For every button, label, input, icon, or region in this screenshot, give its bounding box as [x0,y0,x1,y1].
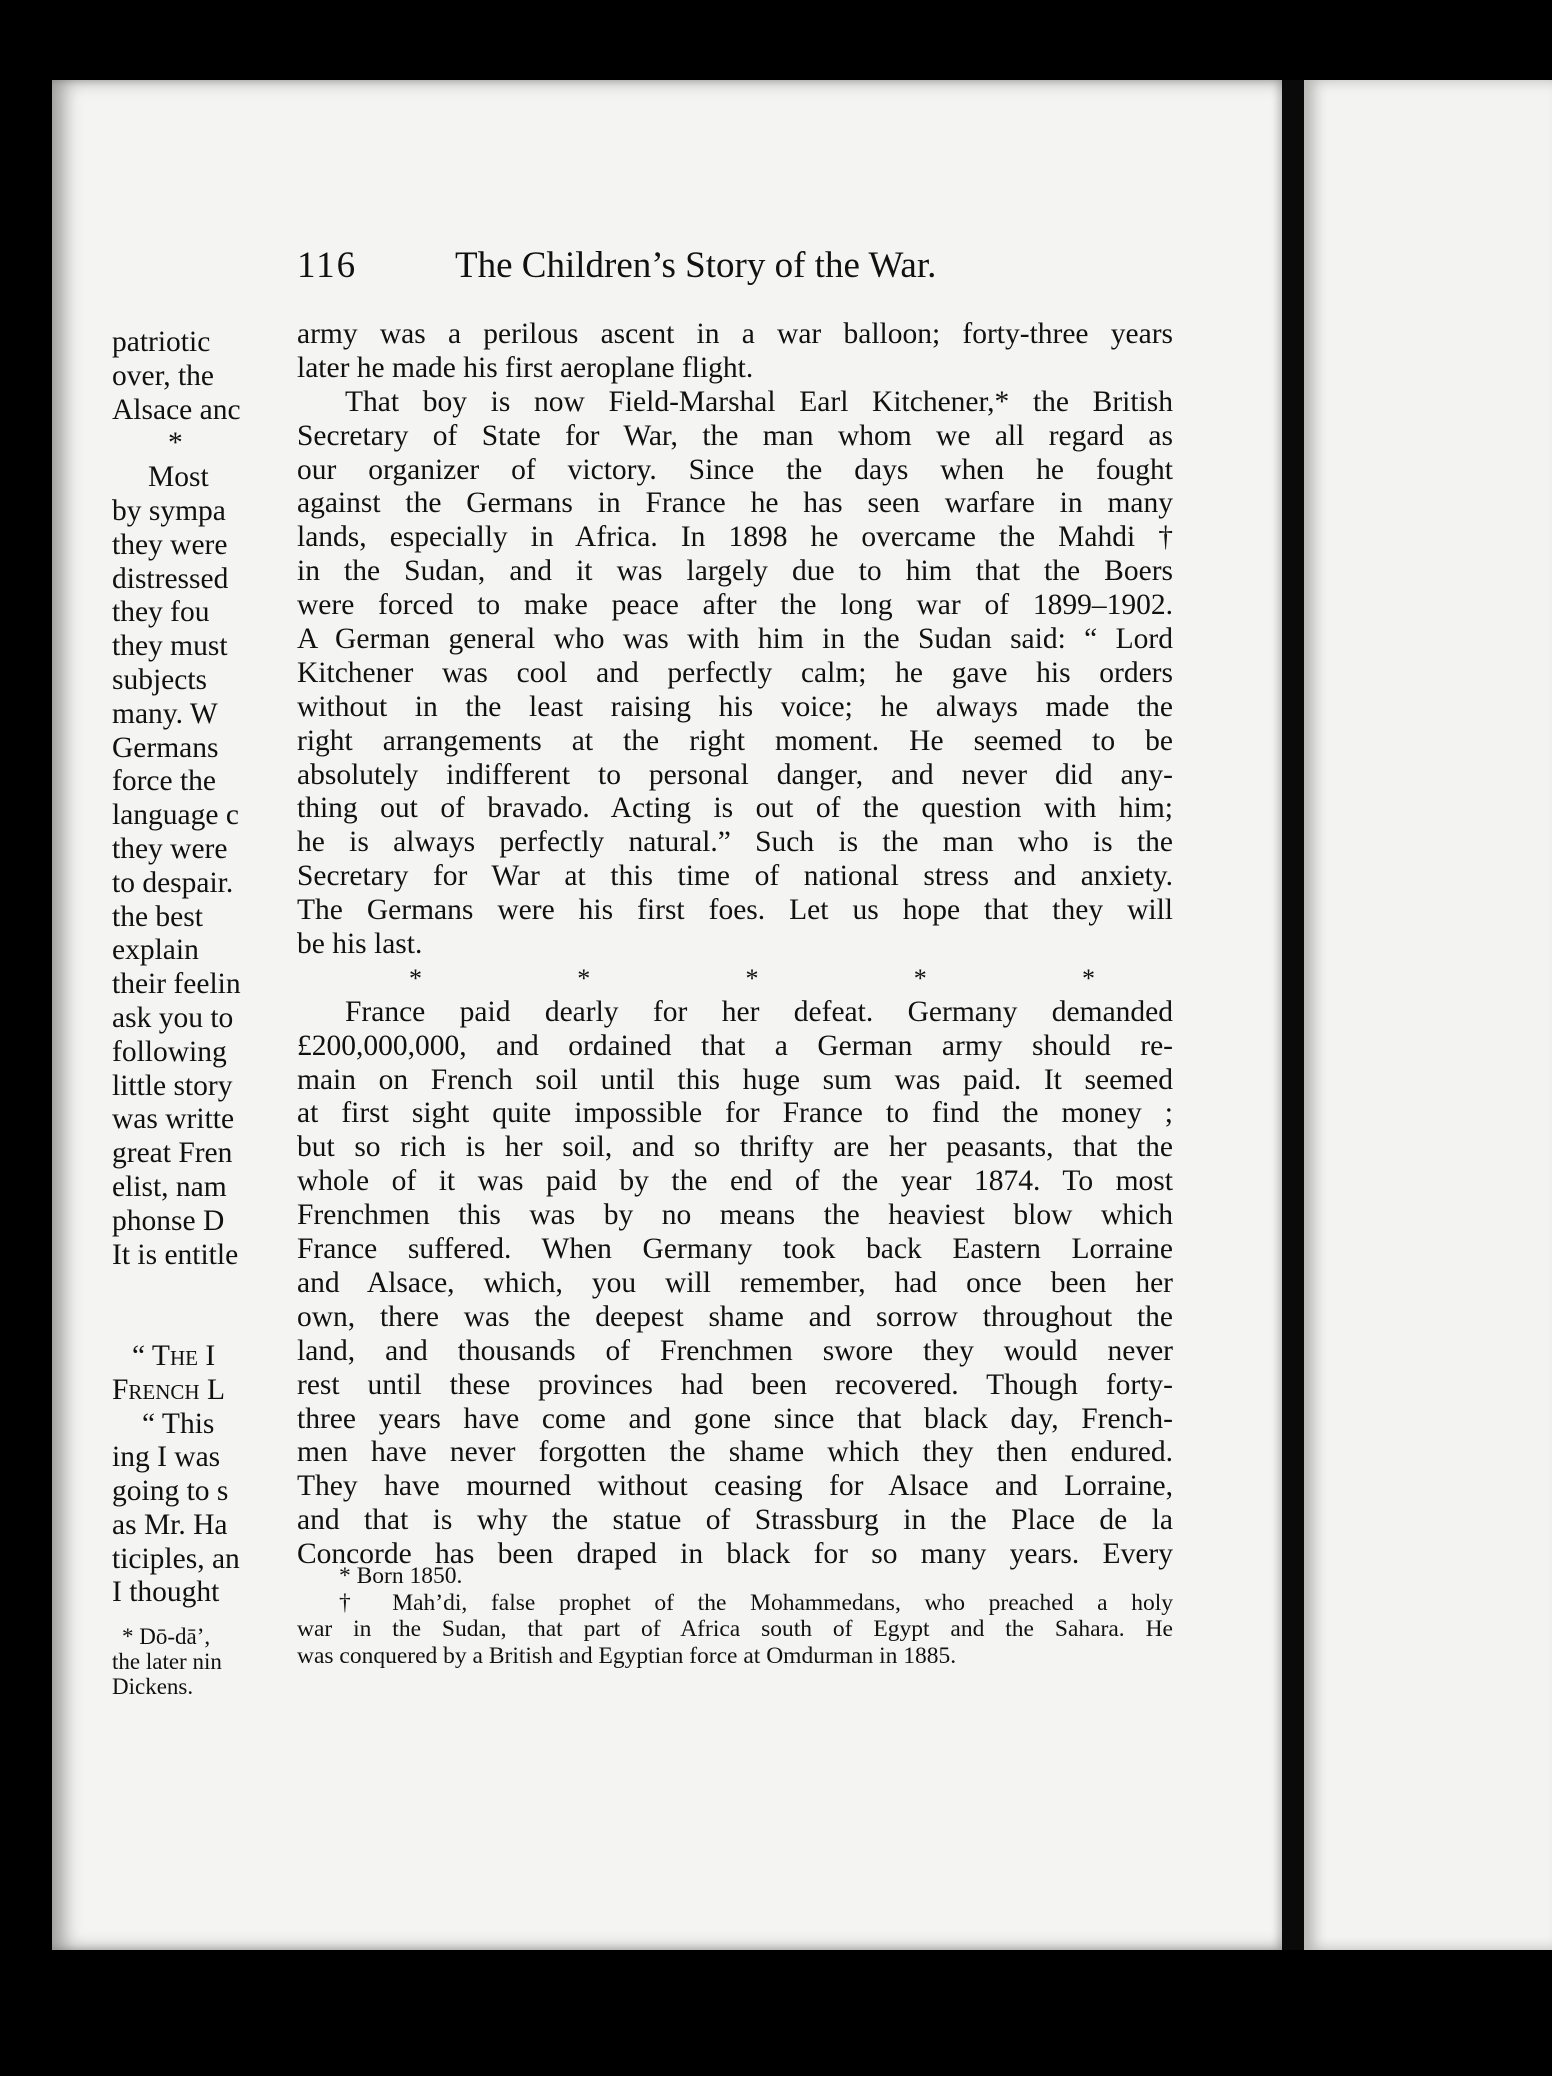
right-text-line: they were [112,832,228,865]
separator-star: * [168,427,183,460]
text-line: in the Sudan, and it was largely due to him that the Boers [297,555,1173,588]
right-text-line: ask you to [112,1001,234,1034]
text-line: land, and thousands of Frenchmen swore they would never [297,1334,1173,1367]
blank-line [112,1306,412,1340]
right-text-line: was writte [112,1103,235,1136]
right-text-line: as Mr. Ha [112,1508,228,1541]
right-text-line: many. W [112,697,218,730]
right-text-line: over, the [112,359,215,392]
text-line: whole of it was paid by the end of the year 1874. To most [297,1165,1173,1198]
right-text-line: elist, nam [112,1170,227,1203]
right-text-line: Most [148,461,209,494]
text-line: men have never forgotten the shame which they then endured. [297,1436,1173,1469]
right-text-line: phonse D [112,1204,225,1237]
footnotes [297,1563,1173,1669]
right-text-line: their feelin [112,968,241,1001]
right-text-line: distressed [112,562,229,595]
text-line: A German general who was with him in the Sudan said: “ Lord [297,623,1173,656]
text-line: Frenchmen this was by no means the heaviest blow which [297,1199,1173,1232]
right-text-line: Alsace anc [112,393,241,426]
page-header [297,244,1037,304]
footnote-line: * Born 1850. [339,1563,463,1589]
text-line: That boy is now Field-Marshal Earl Kitchener,* the British [345,385,1173,418]
text-line: Secretary of State for War, the man whom we all regard as [297,419,1173,452]
text-line: rest until these provinces had been recovered. Though forty- [297,1368,1173,1401]
text-line: France paid dearly for her defeat. Germany demanded [345,995,1173,1028]
body-text [297,318,1173,1572]
page-number: 116 [297,245,358,286]
right-text-line: force the [112,765,216,798]
right-text-line: Germans [112,731,219,764]
right-text-line: great Fren [112,1137,233,1170]
right-footnote-line: * Dō-dā’, [122,1624,211,1650]
right-text-line: patriotic [112,326,211,358]
right-text-line: by sympa [112,494,226,527]
text-line: at first sight quite impossible for France to find the money ; [297,1097,1173,1130]
text-line: Secretary for War at this time of national stress and anxiety. [297,860,1173,893]
text-line: own, there was the deepest shame and sorrow throughout the [297,1300,1173,1333]
separator-star: * [1082,963,1095,993]
text-line: later he made his first aeroplane flight. [297,351,754,384]
right-text-line: “ This [142,1407,215,1440]
separator-star: * [745,963,759,993]
text-line: army was a perilous ascent in a war balloon; forty-three years [297,318,1173,350]
text-line: main on French soil until this huge sum was paid. It seemed [297,1063,1173,1096]
footnote-line: was conquered by a British and Egyptian force at Omdurman in 1885. [297,1642,957,1669]
text-line: right arrangements at the right moment. He seemed to be [297,724,1173,757]
right-page-text [112,326,412,1699]
text-line: were forced to make peace after the long war of 1899–1902. [297,589,1173,622]
right-text-line: ticiples, an [112,1542,240,1575]
text-line: be his last. [297,928,423,961]
text-line: £200,000,000, and ordained that a German army should re- [297,1029,1173,1062]
footnote-line: † Mah’di, false prophet of the Mohammedans, who preached a holy [339,1589,1173,1616]
text-line: but so rich is her soil, and so thrifty are her peasants, that the [297,1131,1173,1164]
text-line: he is always perfectly natural.” Such is the man who is the [297,826,1173,859]
text-line: three years have come and gone since that black day, French- [297,1402,1173,1435]
separator-star: * [409,963,422,993]
right-footnote-line: Dickens. [112,1674,194,1700]
separator-star: * [913,963,927,993]
right-text-line: It is entitle [112,1238,239,1271]
right-text-line: language c [112,799,239,832]
chapter-title-line: “ The I [132,1339,216,1372]
text-line: absolutely indifferent to personal danger, and never did any- [297,758,1173,791]
text-line: without in the least raising his voice; he always made the [297,690,1173,723]
right-text-line: I thought [112,1576,220,1609]
section-separator [297,962,1173,996]
right-page [1304,80,1552,1950]
text-line: thing out of bravado. Acting is out of the question with him; [297,792,1173,825]
right-text-line: ing I was [112,1441,221,1474]
right-text-line: little story [112,1069,233,1102]
separator-star: * [577,963,591,993]
right-text-line: following [112,1035,227,1068]
text-line: The Germans were his first foes. Let us hope that they will [297,894,1173,927]
text-line: Concorde has been draped in black for so many years. Every [297,1538,1173,1571]
right-text-line: to despair. [112,866,234,899]
text-line: and Alsace, which, you will remember, had once been her [297,1266,1173,1299]
text-line: against the Germans in France he has seen warfare in many [297,487,1173,520]
right-text-line: explain [112,934,199,967]
book-gutter [1282,80,1304,1950]
right-text-line: they must [112,630,228,663]
text-line: Kitchener was cool and perfectly calm; he gave his orders [297,656,1173,689]
blank-line [112,1272,412,1306]
text-line: and that is why the statue of Strassburg in the Place de la [297,1504,1173,1537]
chapter-title-line: French L [112,1373,225,1406]
text-line: France suffered. When Germany took back Eastern Lorraine [297,1233,1173,1266]
footnote-line: war in the Sudan, that part of Africa south of Egypt and the Sahara. He [297,1616,1173,1642]
right-text-line: the best [112,900,203,933]
running-title: The Children’s Story of the War. [455,245,937,286]
right-text-line: they were [112,528,228,561]
right-footnote-line: the later nin [112,1649,222,1675]
right-text-line: they fou [112,596,210,629]
right-text-line: going to s [112,1475,229,1508]
right-text-line: subjects [112,663,208,696]
text-line: our organizer of victory. Since the days when he fought [297,453,1173,486]
text-line: They have mourned without ceasing for Alsace and Lorraine, [297,1470,1173,1503]
text-line: lands, especially in Africa. In 1898 he overcame the Mahdi † [297,521,1173,554]
